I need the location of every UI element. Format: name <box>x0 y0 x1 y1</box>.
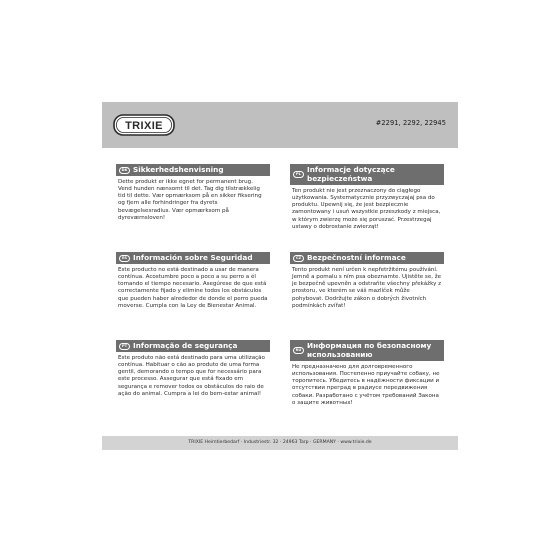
section-title: Información sobre Seguridad <box>133 252 253 262</box>
footer-address: TRIXIE Heimtierbedarf · Industriestr. 32 · 24963 Tarp · GERMANY · www.trixie.de <box>102 436 458 450</box>
language-badge: PL <box>293 171 304 178</box>
article-numbers: #2291, 2292, 22945 <box>375 119 446 127</box>
section-title: Informação de segurança <box>133 340 238 350</box>
header-band <box>102 102 458 148</box>
section-pt <box>116 340 270 398</box>
section-title: Sikkerhedshenvisning <box>133 164 224 174</box>
section-body: Tento produkt není určen k nepřetržitému používání. Jemně a pomalu s ním psa obeznamte. Ujistěte se, že je bezpečně upevněn a odstraňte všechny překážky z prostoru, ve kterém se váš mazlíček může pohybovat. Dodržujte zákon o dobrých životních podmínkách zvířat! <box>292 267 442 309</box>
instruction-leaflet <box>102 102 458 458</box>
section-title: Informacje dotyczące bezpieczeństwa <box>307 165 395 183</box>
section-title-bar <box>290 252 444 264</box>
section-title-bar <box>116 164 270 176</box>
section-body: Ten produkt nie jest przeznaczony do ciągłego użytkowania. Systematycznie przyzwyczajaj psa do produktu. Upewnij się, że jest bezpiecznie zamontowany i usuń wszystkie przeszkody z miejsca, w którym zwierzę może się poruszać. Przestrzegaj ustawy o dobrostanie zwierząt! <box>292 188 441 230</box>
language-badge: RU <box>293 347 304 354</box>
section-ru <box>290 340 444 407</box>
language-badge: PT <box>119 343 130 350</box>
section-body: Dette produkt er ikke egnet for permanent brug. Vend hunden nænsomt til det. Tag dig tilstrækkelig tid til dette. Vær opmærksom på en sikker fiksering og fjern alle forhindringer fra dyrets bevægelsesradius. Vær opmærksom på dyreværnsloven! <box>118 179 262 221</box>
section-title-bar <box>290 164 444 185</box>
section-es <box>116 252 270 310</box>
logo-text: TRIXIE <box>125 120 163 133</box>
language-badge: DK <box>119 167 130 174</box>
section-title-bar <box>116 252 270 264</box>
language-badge: ES <box>119 255 130 262</box>
language-badge: CZ <box>293 255 304 262</box>
section-title: Bezpečnostní informace <box>307 252 406 262</box>
section-body: Не предназначено для долговременного использования. Постепенно приучайте собаку, не торопитесь. Убедитесь в надёжности фиксации и отсутствии преград в радиусе передвижения собаки. Разработано с учётом требований Закона о защите животных! <box>292 364 440 406</box>
section-cz <box>290 252 444 310</box>
section-pl <box>290 164 444 231</box>
section-body: Este producto no está destinado a usar de manera contínua. Acostumbre poco a poco a su perro a él tomando el tiempo necesario. Asegúrese de que está correctamente fijado y elimine todos los obstáculos que pueden haber alrededor de donde el perro pueda moverse. Cumpla con la Ley de Bienestar Animal. <box>118 267 268 309</box>
section-title-bar <box>290 340 444 361</box>
trixie-logo <box>113 113 175 137</box>
section-title-bar <box>116 340 270 352</box>
section-body: Este produto não está destinado para uma utilização contínua. Habituar o cão ao produto de uma forma gentil, demorando o tempo que for necessário para este processo. Assegurar que está fixado em segurança e remover todos os obstáculos do raio de ação do animal. Cumpra a lei do bem-estar animal! <box>118 355 265 397</box>
section-title: Информация по безопасному использованию <box>307 341 432 359</box>
section-dk <box>116 164 270 222</box>
